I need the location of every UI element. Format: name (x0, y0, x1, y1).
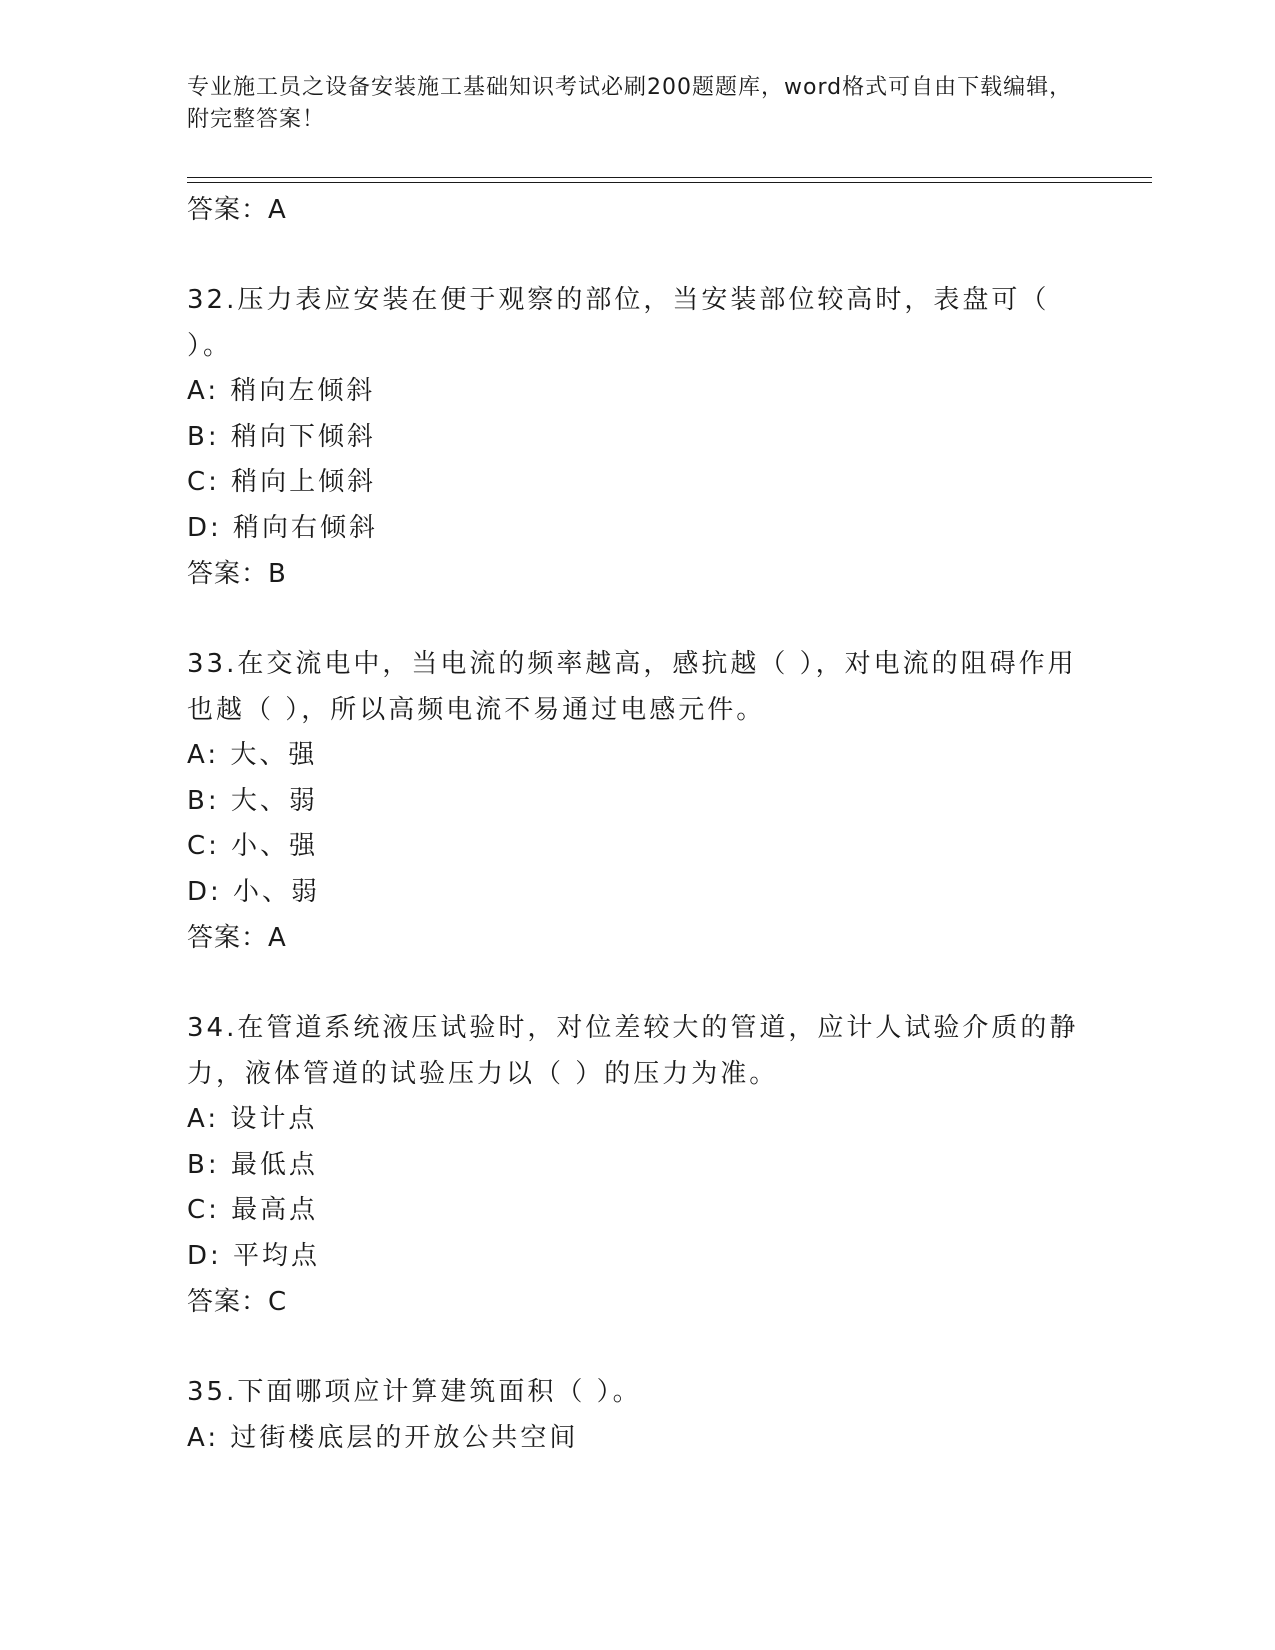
option-a: A: 过街楼底层的开放公共空间 (187, 1422, 579, 1453)
header-divider-top (187, 177, 1152, 178)
option-a: A: 设计点 (187, 1104, 318, 1134)
question-block (187, 1370, 1087, 1461)
document-header: 专业施工员之设备安装施工基础知识考试必刷200题题库，word格式可自由下载编辑，附完整答案！ (187, 75, 1073, 132)
header-divider-bottom (187, 182, 1152, 183)
option-d: D: 平均点 (187, 1240, 321, 1271)
question-block (187, 278, 1087, 597)
option-b: B: 最低点 (187, 1149, 318, 1180)
question-block (187, 642, 1087, 961)
option-a: A: 大、强 (187, 740, 318, 770)
question-text: 32.压力表应安装在便于观察的部位，当安装部位较高时，表盘可（ ）。 (187, 285, 1050, 361)
answer-line: 答案：B (187, 559, 287, 589)
question-text: 34.在管道系统液压试验时，对位差较大的管道，应计人试验介质的静力，液体管道的试验压力以（ ）的压力为准。 (187, 1013, 1079, 1089)
answer-line: 答案：A (187, 923, 287, 953)
option-c: C: 小、强 (187, 831, 319, 861)
option-b: B: 大、弱 (187, 785, 318, 816)
option-b: B: 稍向下倾斜 (187, 421, 376, 452)
option-c: C: 最高点 (187, 1195, 319, 1225)
option-d: D: 小、弱 (187, 876, 321, 907)
answer-line: 答案：C (187, 1287, 288, 1317)
option-a: A: 稍向左倾斜 (187, 376, 376, 406)
option-d: D: 稍向右倾斜 (187, 512, 379, 543)
question-list (187, 187, 1087, 1461)
question-text: 35.下面哪项应计算建筑面积（ ）。 (187, 1377, 642, 1407)
question-text: 33.在交流电中，当电流的频率越高，感抗越（ ），对电流的阻碍作用也越（ ），所以高频电流不易通过电感元件。 (187, 649, 1077, 725)
answer-line: 答案：A (187, 195, 287, 225)
question-block (187, 1006, 1087, 1325)
option-c: C: 稍向上倾斜 (187, 467, 377, 497)
